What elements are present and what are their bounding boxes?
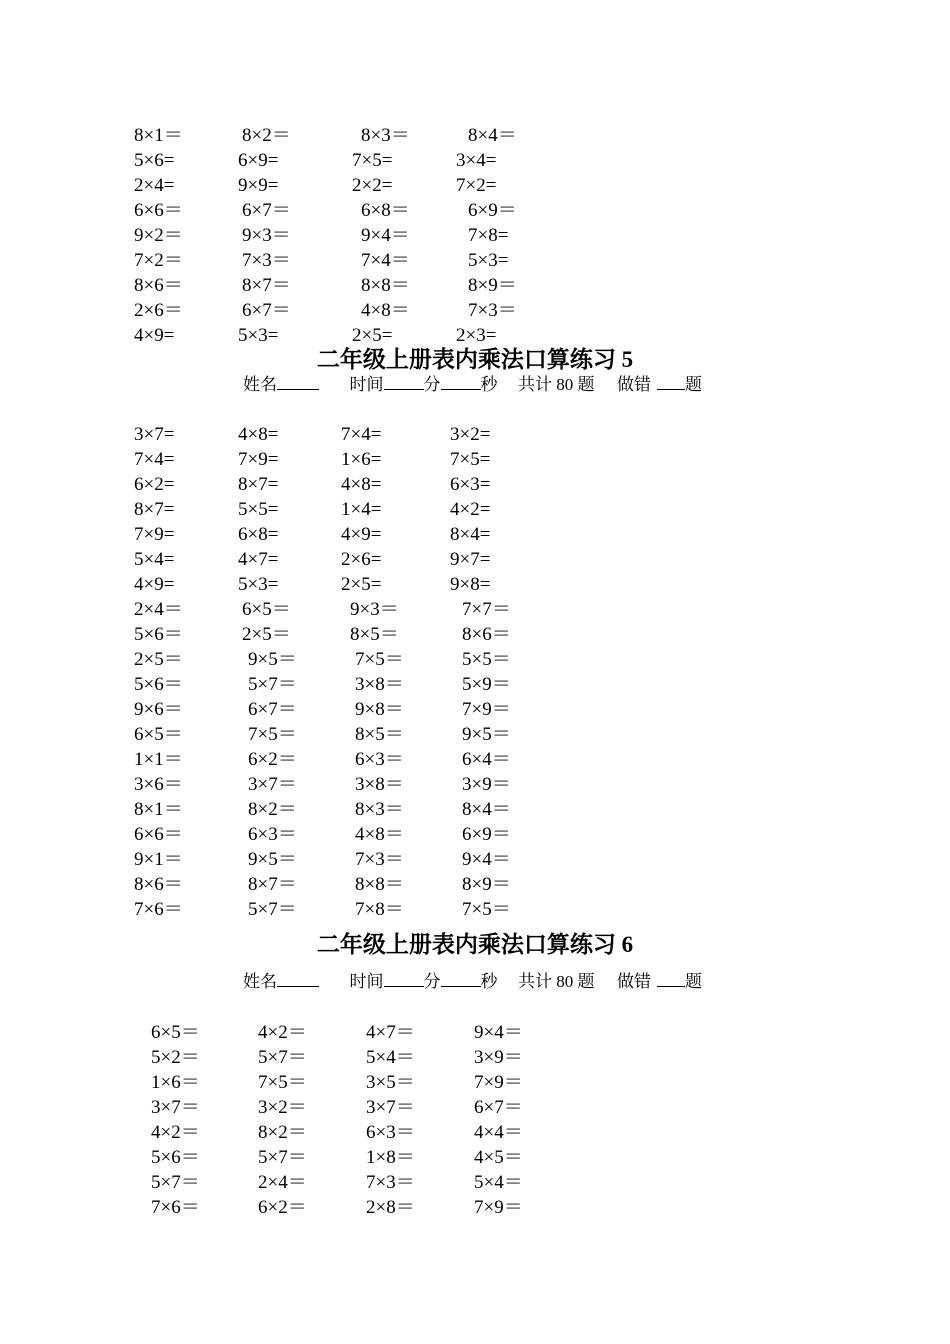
problem-item: 5×6＝ bbox=[134, 624, 183, 645]
problem-item: 6×5＝ bbox=[242, 599, 291, 620]
problem-item: 3×7= bbox=[134, 424, 175, 445]
problem-item: 7×4= bbox=[341, 424, 382, 445]
minute-label: 分 bbox=[423, 375, 441, 394]
problem-item: 8×7= bbox=[238, 474, 279, 495]
problem-row bbox=[0, 1120, 950, 1145]
problem-item: 7×9= bbox=[134, 524, 175, 545]
problem-item: 9×5＝ bbox=[248, 649, 297, 670]
time-label: 时间 bbox=[349, 375, 384, 394]
problem-item: 7×2= bbox=[456, 175, 497, 196]
problem-item: 9×5＝ bbox=[462, 724, 511, 745]
problem-item: 6×5＝ bbox=[151, 1022, 200, 1043]
problem-item: 3×5＝ bbox=[366, 1072, 415, 1093]
problem-item: 8×4＝ bbox=[462, 799, 511, 820]
problem-row bbox=[0, 273, 950, 298]
wrong-label: 做错 bbox=[617, 375, 651, 394]
problem-item: 8×5＝ bbox=[350, 624, 399, 645]
name-blank[interactable] bbox=[277, 970, 319, 987]
problem-item: 6×2＝ bbox=[248, 749, 297, 770]
problem-item: 8×4＝ bbox=[468, 125, 517, 146]
problem-item: 6×4＝ bbox=[462, 749, 511, 770]
problem-item: 8×9＝ bbox=[462, 874, 511, 895]
problem-item: 3×9＝ bbox=[474, 1047, 523, 1068]
problem-item: 7×4＝ bbox=[361, 250, 410, 271]
problem-item: 7×7＝ bbox=[462, 599, 511, 620]
problem-item: 6×6＝ bbox=[134, 200, 183, 221]
problem-item: 7×5＝ bbox=[462, 899, 511, 920]
problem-row bbox=[0, 422, 950, 447]
problem-item: 5×7＝ bbox=[258, 1047, 307, 1068]
problem-item: 5×4= bbox=[134, 549, 175, 570]
problem-item: 6×9= bbox=[238, 150, 279, 171]
problem-row bbox=[0, 847, 950, 872]
problem-item: 7×3＝ bbox=[355, 849, 404, 870]
problem-item: 4×7＝ bbox=[366, 1022, 415, 1043]
problem-item: 7×8＝ bbox=[355, 899, 404, 920]
problem-item: 8×2＝ bbox=[248, 799, 297, 820]
problem-item: 4×7= bbox=[238, 549, 279, 570]
problem-item: 6×7＝ bbox=[474, 1097, 523, 1118]
problem-item: 2×6= bbox=[341, 549, 382, 570]
problem-item: 6×3= bbox=[450, 474, 491, 495]
problem-item: 9×4＝ bbox=[474, 1022, 523, 1043]
problem-item: 4×2= bbox=[450, 499, 491, 520]
problem-item: 8×6＝ bbox=[134, 874, 183, 895]
problem-row bbox=[0, 672, 950, 697]
problem-row bbox=[0, 872, 950, 897]
problem-item: 2×3= bbox=[456, 325, 497, 346]
problem-item: 5×7＝ bbox=[258, 1147, 307, 1168]
section-6-info-line bbox=[243, 970, 702, 994]
problem-item: 6×9＝ bbox=[468, 200, 517, 221]
problem-item: 5×4＝ bbox=[366, 1047, 415, 1068]
problem-item: 9×7= bbox=[450, 549, 491, 570]
problem-item: 7×3＝ bbox=[366, 1172, 415, 1193]
problem-item: 7×5＝ bbox=[355, 649, 404, 670]
problem-item: 2×4= bbox=[134, 175, 175, 196]
problem-item: 4×8= bbox=[238, 424, 279, 445]
problem-item: 6×7＝ bbox=[242, 200, 291, 221]
problem-item: 4×9= bbox=[134, 325, 175, 346]
wrong-count-blank[interactable] bbox=[657, 373, 685, 390]
problem-item: 7×6＝ bbox=[134, 899, 183, 920]
problem-item: 4×9= bbox=[134, 574, 175, 595]
problem-item: 1×1＝ bbox=[134, 749, 183, 770]
problem-row bbox=[0, 797, 950, 822]
problem-item: 9×2＝ bbox=[134, 225, 183, 246]
problem-item: 8×8＝ bbox=[361, 275, 410, 296]
problem-item: 5×7＝ bbox=[248, 899, 297, 920]
problem-item: 7×4= bbox=[134, 449, 175, 470]
problem-item: 3×2＝ bbox=[258, 1097, 307, 1118]
problem-row bbox=[0, 223, 950, 248]
problem-item: 8×8＝ bbox=[355, 874, 404, 895]
problem-row bbox=[0, 1020, 950, 1045]
problem-item: 6×8＝ bbox=[361, 200, 410, 221]
section-5-title: 二年级上册表内乘法口算练习 5 bbox=[316, 347, 634, 372]
problem-item: 5×5= bbox=[238, 499, 279, 520]
problem-row bbox=[0, 522, 950, 547]
problem-row bbox=[0, 747, 950, 772]
problem-item: 2×2= bbox=[352, 175, 393, 196]
problem-item: 9×3＝ bbox=[242, 225, 291, 246]
problem-item: 8×3＝ bbox=[361, 125, 410, 146]
problem-item: 9×4＝ bbox=[361, 225, 410, 246]
problem-item: 9×9= bbox=[238, 175, 279, 196]
problem-item: 7×9＝ bbox=[462, 699, 511, 720]
problem-row bbox=[0, 173, 950, 198]
problem-item: 5×2＝ bbox=[151, 1047, 200, 1068]
problem-item: 5×3= bbox=[238, 574, 279, 595]
problem-item: 8×4= bbox=[450, 524, 491, 545]
problem-row bbox=[0, 547, 950, 572]
problem-row bbox=[0, 472, 950, 497]
problem-item: 2×5＝ bbox=[134, 649, 183, 670]
problem-item: 3×4= bbox=[456, 150, 497, 171]
problem-item: 3×7＝ bbox=[366, 1097, 415, 1118]
problem-item: 3×8＝ bbox=[355, 774, 404, 795]
problem-row bbox=[0, 1195, 950, 1220]
problem-item: 8×3＝ bbox=[355, 799, 404, 820]
problem-item: 4×8＝ bbox=[355, 824, 404, 845]
problem-item: 6×9＝ bbox=[462, 824, 511, 845]
problem-item: 4×2＝ bbox=[151, 1122, 200, 1143]
problem-item: 3×2= bbox=[450, 424, 491, 445]
problem-item: 8×7＝ bbox=[242, 275, 291, 296]
problem-item: 9×3＝ bbox=[350, 599, 399, 620]
problem-item: 5×7＝ bbox=[151, 1172, 200, 1193]
name-label: 姓名 bbox=[243, 375, 277, 394]
problem-item: 4×8= bbox=[341, 474, 382, 495]
time-minutes-blank[interactable] bbox=[384, 373, 424, 390]
question-label: 题 bbox=[685, 972, 702, 991]
problem-item: 3×7＝ bbox=[248, 774, 297, 795]
problem-item: 8×6＝ bbox=[462, 624, 511, 645]
problem-item: 2×5= bbox=[341, 574, 382, 595]
time-minutes-blank[interactable] bbox=[384, 970, 424, 987]
problem-item: 2×4＝ bbox=[258, 1172, 307, 1193]
problem-row bbox=[0, 1145, 950, 1170]
problem-item: 3×8＝ bbox=[355, 674, 404, 695]
problem-row bbox=[0, 497, 950, 522]
problem-row bbox=[0, 822, 950, 847]
problem-row bbox=[0, 897, 950, 922]
name-blank[interactable] bbox=[277, 373, 319, 390]
problem-item: 8×7= bbox=[134, 499, 175, 520]
question-label: 题 bbox=[685, 375, 702, 394]
problem-item: 1×4= bbox=[341, 499, 382, 520]
problem-row bbox=[0, 248, 950, 273]
problem-item: 1×6＝ bbox=[151, 1072, 200, 1093]
problem-item: 8×5＝ bbox=[355, 724, 404, 745]
problem-item: 6×5＝ bbox=[134, 724, 183, 745]
problem-item: 6×7＝ bbox=[242, 300, 291, 321]
problem-item: 3×6＝ bbox=[134, 774, 183, 795]
problem-row bbox=[0, 1070, 950, 1095]
problem-row bbox=[0, 148, 950, 173]
problem-row bbox=[0, 447, 950, 472]
problem-item: 9×6＝ bbox=[134, 699, 183, 720]
problem-item: 9×5＝ bbox=[248, 849, 297, 870]
problem-item: 7×5= bbox=[352, 150, 393, 171]
problem-item: 7×3＝ bbox=[242, 250, 291, 271]
problem-item: 9×1＝ bbox=[134, 849, 183, 870]
problem-item: 8×1＝ bbox=[134, 125, 183, 146]
problem-item: 7×9= bbox=[238, 449, 279, 470]
problem-item: 7×9＝ bbox=[474, 1197, 523, 1218]
problem-item: 4×5＝ bbox=[474, 1147, 523, 1168]
problem-item: 6×7＝ bbox=[248, 699, 297, 720]
problem-item: 7×5＝ bbox=[258, 1072, 307, 1093]
problem-item: 7×2＝ bbox=[134, 250, 183, 271]
problem-item: 8×2＝ bbox=[258, 1122, 307, 1143]
problem-row bbox=[0, 597, 950, 622]
problem-item: 4×8＝ bbox=[361, 300, 410, 321]
problem-item: 9×8＝ bbox=[355, 699, 404, 720]
time-label: 时间 bbox=[349, 972, 384, 991]
problem-item: 5×5＝ bbox=[462, 649, 511, 670]
problem-row bbox=[0, 1170, 950, 1195]
problem-item: 7×6＝ bbox=[151, 1197, 200, 1218]
problem-item: 4×4＝ bbox=[474, 1122, 523, 1143]
problem-row bbox=[0, 697, 950, 722]
wrong-label: 做错 bbox=[617, 972, 651, 991]
problem-item: 7×3＝ bbox=[468, 300, 517, 321]
problem-item: 8×6＝ bbox=[134, 275, 183, 296]
problem-row bbox=[0, 198, 950, 223]
problem-row bbox=[0, 622, 950, 647]
problem-item: 8×9＝ bbox=[468, 275, 517, 296]
problem-item: 5×3= bbox=[468, 250, 509, 271]
problem-item: 2×5＝ bbox=[242, 624, 291, 645]
time-seconds-blank[interactable] bbox=[441, 970, 481, 987]
problem-item: 3×7＝ bbox=[151, 1097, 200, 1118]
problem-row bbox=[0, 722, 950, 747]
problem-item: 5×7＝ bbox=[248, 674, 297, 695]
problem-item: 1×6= bbox=[341, 449, 382, 470]
problem-item: 6×3＝ bbox=[248, 824, 297, 845]
problem-row bbox=[0, 1095, 950, 1120]
problem-item: 7×8= bbox=[468, 225, 509, 246]
problem-row bbox=[0, 647, 950, 672]
section-5-info-line bbox=[243, 373, 702, 397]
section-6-title: 二年级上册表内乘法口算练习 6 bbox=[316, 932, 634, 957]
problem-item: 3×9＝ bbox=[462, 774, 511, 795]
problem-item: 7×5= bbox=[450, 449, 491, 470]
problem-item: 6×2= bbox=[134, 474, 175, 495]
problem-item: 2×4＝ bbox=[134, 599, 183, 620]
problem-item: 2×6＝ bbox=[134, 300, 183, 321]
problem-item: 6×6＝ bbox=[134, 824, 183, 845]
problem-row bbox=[0, 1045, 950, 1070]
wrong-count-blank[interactable] bbox=[657, 970, 685, 987]
name-label: 姓名 bbox=[243, 972, 277, 991]
problem-item: 8×1＝ bbox=[134, 799, 183, 820]
total-label: 共计 80 题 bbox=[518, 972, 595, 991]
total-label: 共计 80 题 bbox=[518, 375, 595, 394]
problem-row bbox=[0, 572, 950, 597]
problem-item: 7×9＝ bbox=[474, 1072, 523, 1093]
problem-item: 5×6＝ bbox=[134, 674, 183, 695]
problem-item: 6×2＝ bbox=[258, 1197, 307, 1218]
second-label: 秒 bbox=[480, 375, 498, 394]
problem-item: 5×6＝ bbox=[151, 1147, 200, 1168]
problem-item: 9×8= bbox=[450, 574, 491, 595]
problem-item: 5×6= bbox=[134, 150, 175, 171]
problem-item: 5×9＝ bbox=[462, 674, 511, 695]
problem-row bbox=[0, 298, 950, 323]
problem-item: 2×5= bbox=[352, 325, 393, 346]
second-label: 秒 bbox=[480, 972, 498, 991]
problem-item: 8×7＝ bbox=[248, 874, 297, 895]
problem-item: 2×8＝ bbox=[366, 1197, 415, 1218]
problem-item: 4×2＝ bbox=[258, 1022, 307, 1043]
problem-item: 8×2＝ bbox=[242, 125, 291, 146]
time-seconds-blank[interactable] bbox=[441, 373, 481, 390]
problem-item: 9×4＝ bbox=[462, 849, 511, 870]
minute-label: 分 bbox=[423, 972, 441, 991]
problem-item: 6×3＝ bbox=[355, 749, 404, 770]
problem-item: 6×8= bbox=[238, 524, 279, 545]
problem-row bbox=[0, 772, 950, 797]
problem-item: 5×3= bbox=[238, 325, 279, 346]
problem-item: 6×3＝ bbox=[366, 1122, 415, 1143]
problem-item: 4×9= bbox=[341, 524, 382, 545]
problem-item: 5×4＝ bbox=[474, 1172, 523, 1193]
problem-row bbox=[0, 123, 950, 148]
problem-item: 7×5＝ bbox=[248, 724, 297, 745]
problem-item: 1×8＝ bbox=[366, 1147, 415, 1168]
